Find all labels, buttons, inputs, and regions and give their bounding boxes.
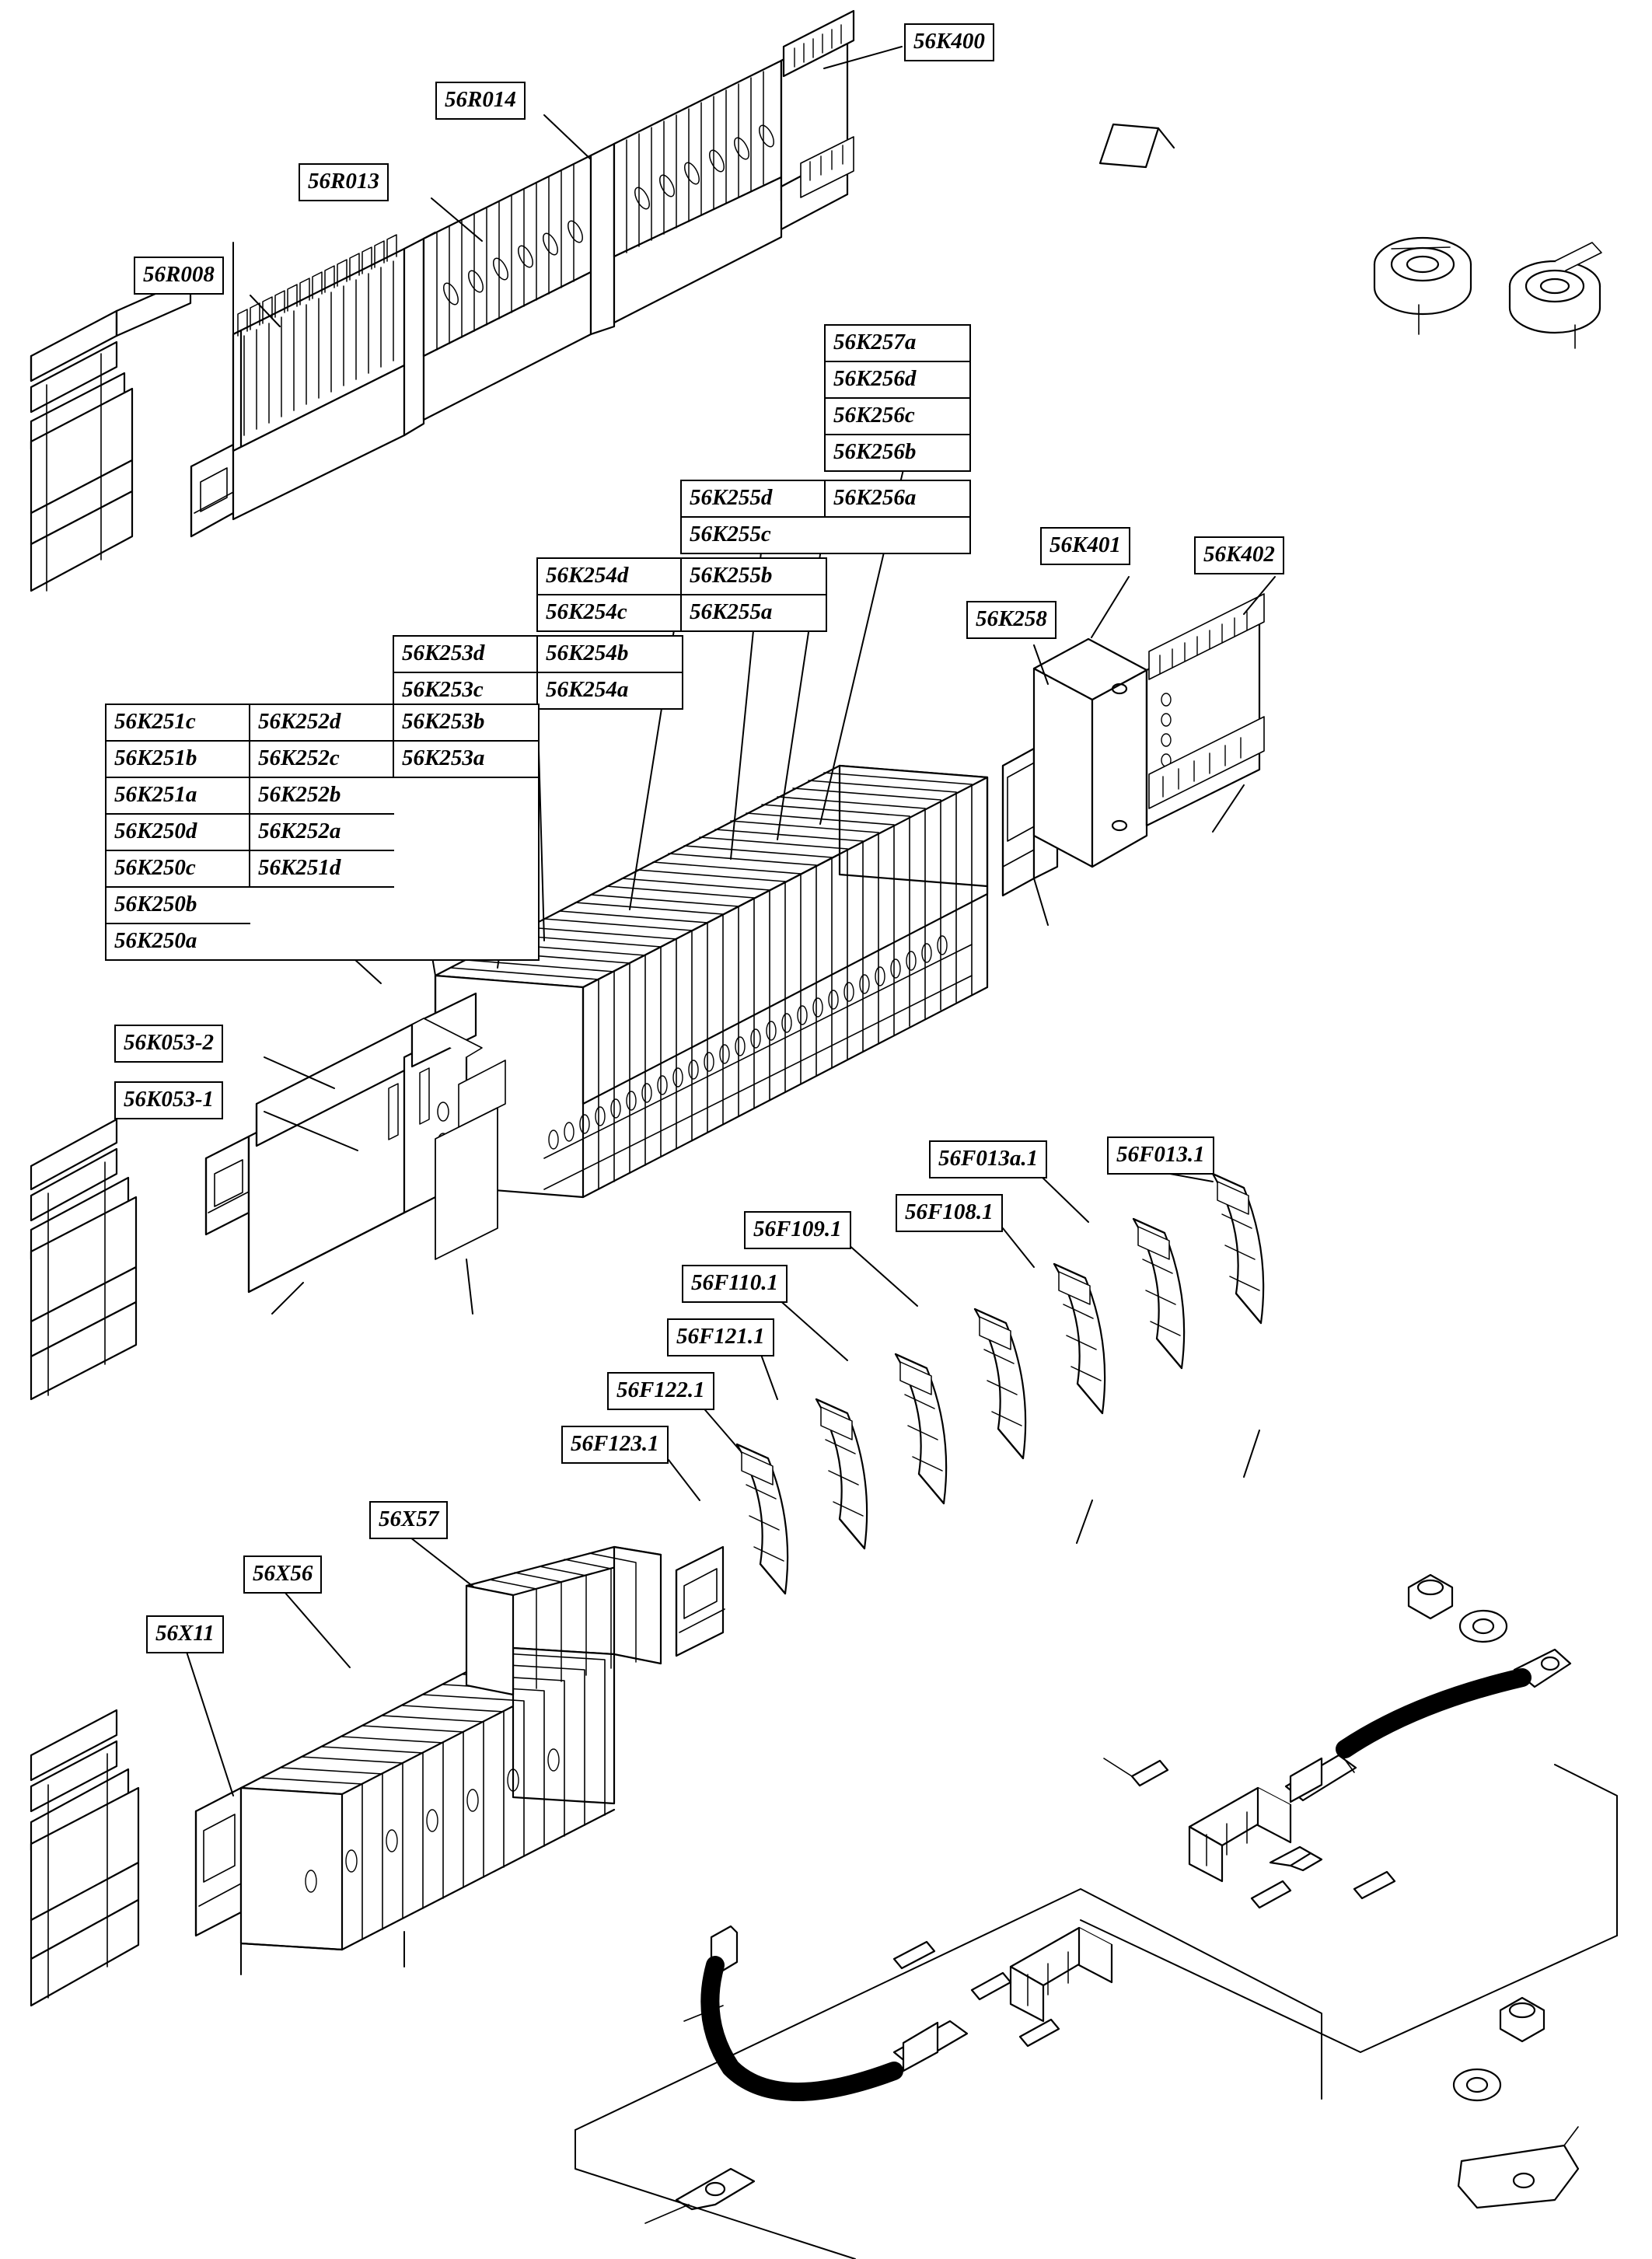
part-label-56k254a: 56K254a (546, 677, 629, 702)
part-label-group-56k255-256 (680, 480, 971, 554)
part-label-56f109-1: 56F109.1 (744, 1211, 851, 1249)
part-label-56k251d: 56K251d (250, 851, 394, 888)
part-label-56x11: 56X11 (146, 1615, 224, 1653)
part-label-group-56k253-254 (393, 635, 683, 710)
part-label-56k254b: 56K254b (538, 637, 682, 673)
plate-part-top-right (1100, 124, 1174, 167)
part-label-56k253a: 56K253a (394, 742, 538, 778)
coil-part-right (1510, 243, 1601, 348)
part-label-56f122-1: 56F122.1 (607, 1372, 714, 1410)
part-label-56f108-1: 56F108.1 (896, 1194, 1003, 1232)
part-label-56k250d: 56K250d (107, 815, 250, 851)
module-56k402 (1147, 594, 1264, 826)
plate-56k401 (1034, 639, 1147, 867)
din-rail-top (31, 278, 190, 591)
part-label-56f013-1: 56F013.1 (1107, 1136, 1214, 1175)
part-label-56k252b: 56K252b (250, 778, 394, 815)
part-label-56k400: 56K400 (904, 23, 994, 61)
part-label-56x56: 56X56 (243, 1555, 322, 1594)
part-label-56k053-1: 56K053-1 (114, 1081, 223, 1119)
cable-assembly-right (1132, 1575, 1570, 1908)
part-label-56k256b: 56K256b (833, 439, 917, 464)
part-label-56k251a: 56K251a (107, 778, 250, 815)
part-label-56k252c: 56K252c (250, 742, 394, 778)
terminal-bank-56x (31, 1547, 661, 2006)
part-label-56k251b: 56K251b (107, 742, 250, 778)
part-label-56r013: 56R013 (299, 163, 389, 201)
part-label-56k251c: 56K251c (107, 705, 250, 742)
part-label-group-56k250-253 (105, 704, 540, 961)
coil-part-left (1374, 238, 1471, 334)
part-label-56f121-1: 56F121.1 (667, 1318, 774, 1356)
part-label-56k250b: 56K250b (107, 888, 250, 924)
part-label-56k256c: 56K256c (826, 399, 969, 435)
part-label-56k252d: 56K252d (250, 705, 394, 742)
part-label-group-56k254-255 (536, 557, 827, 632)
part-label-56r014: 56R014 (435, 82, 526, 120)
part-label-56f110-1: 56F110.1 (682, 1265, 788, 1303)
part-label-56k254d: 56K254d (538, 559, 682, 595)
part-label-56k401: 56K401 (1040, 527, 1130, 565)
part-label-56k253c: 56K253c (394, 673, 538, 708)
part-label-56k255a: 56K255a (690, 599, 773, 624)
part-label-56k257a: 56K257a (826, 326, 969, 362)
part-label-56k402: 56K402 (1194, 536, 1284, 574)
part-label-56k250c: 56K250c (107, 851, 250, 888)
part-label-56k253b: 56K253b (394, 705, 538, 742)
part-label-56k255c: 56K255c (690, 522, 771, 546)
hardware-bottom-right (1454, 1998, 1578, 2208)
part-label-56k250a: 56K250a (114, 928, 197, 953)
part-label-group-56k257 (824, 324, 971, 472)
part-label-56r008: 56R008 (134, 257, 224, 295)
part-label-56k256d: 56K256d (826, 362, 969, 399)
part-label-56k254c: 56K254c (538, 595, 682, 630)
part-label-56k255d: 56K255d (682, 481, 826, 518)
part-label-56k256a: 56K256a (826, 481, 969, 518)
part-label-56k053-2: 56K053-2 (114, 1025, 223, 1063)
part-label-56k252a: 56K252a (250, 815, 394, 851)
part-label-56f013a-1: 56F013a.1 (929, 1140, 1047, 1178)
module-56k053 (31, 993, 505, 1399)
part-label-56k253d: 56K253d (394, 637, 538, 673)
part-label-56k258: 56K258 (966, 601, 1057, 639)
part-label-56x57: 56X57 (369, 1501, 448, 1539)
part-label-56k255b: 56K255b (682, 559, 826, 595)
part-label-56f123-1: 56F123.1 (561, 1426, 669, 1464)
